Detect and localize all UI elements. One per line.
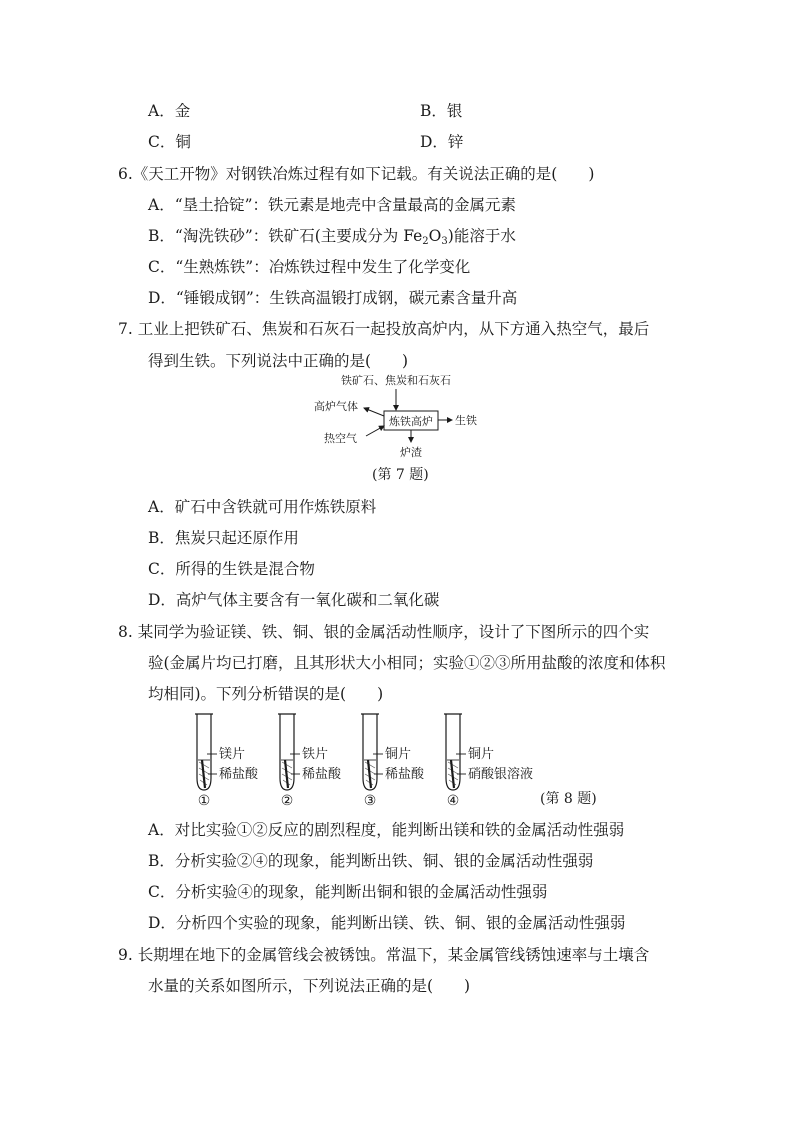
q8-tube-4: [444, 714, 533, 809]
q8-tube-2-metal: 铁片: [302, 747, 329, 762]
q8-tube-1-number: ①: [197, 793, 211, 809]
q8-tube-3-number: ③: [363, 793, 377, 809]
q7-option-b: B．焦炭只起还原作用: [148, 529, 299, 547]
q7-stem-line1: 7. 工业上把铁矿石、焦炭和石灰石一起投放高炉内，从下方通入热空气，最后: [118, 320, 650, 338]
q8-option-c: C．分析实验④的现象，能判断出铜和银的金属活动性强弱: [148, 883, 548, 901]
q7-flow-diagram: [300, 372, 500, 460]
q7-stem-line2: 得到生铁。下列说法中正确的是( ): [148, 352, 409, 370]
q6-stem: 6.《天工开物》对钢铁冶炼过程有如下记载。有关说法正确的是( ): [118, 165, 595, 183]
q7-caption: (第 7 题): [372, 467, 429, 483]
q8-stem-line1: 8. 某同学为验证镁、铁、铜、银的金属活动性顺序，设计了下图所示的四个实: [118, 623, 650, 641]
q8-tube-4-metal: 铜片: [468, 747, 495, 762]
q5-option-b: B．银: [420, 102, 463, 120]
q8-stem-line3: 均相同)。下列分析错误的是( ): [148, 685, 384, 703]
q5-option-c: C．铜: [148, 133, 191, 151]
q9-stem-line1: 9. 长期埋在地下的金属管线会被锈蚀。常温下，某金属管线锈蚀速率与土壤含: [118, 946, 650, 964]
q7-iron-out-label: 生铁: [455, 414, 477, 427]
q9-stem-line2: 水量的关系如图所示，下列说法正确的是( ): [148, 977, 471, 995]
q8-tube-1: [195, 714, 259, 809]
q8-tube-4-number: ④: [446, 793, 460, 809]
q8-tube-2: [278, 714, 342, 809]
q8-tube-3-solution: 稀盐酸: [385, 767, 425, 782]
q7-furnace-label: 炼铁高炉: [389, 415, 433, 428]
q8-option-d: D．分析四个实验的现象，能判断出镁、铁、铜、银的金属活动性强弱: [148, 914, 626, 932]
q7-arrow-gas: [364, 408, 384, 416]
q8-option-b: B．分析实验②④的现象，能判断出铁、铜、银的金属活动性强弱: [148, 852, 594, 870]
q7-arrow-air: [366, 426, 384, 436]
q6-option-d: D．“锤锻成钢”：生铁高温锻打成钢，碳元素含量升高: [148, 289, 518, 307]
q8-tube-1-solution: 稀盐酸: [219, 767, 259, 782]
q6-option-a: A．“垦土拾锭”：铁元素是地壳中含量最高的金属元素: [148, 196, 517, 214]
q7-option-c: C．所得的生铁是混合物: [148, 560, 315, 578]
q8-test-tubes-figure: [185, 710, 635, 810]
q7-option-a: A．矿石中含铁就可用作炼铁原料: [148, 498, 377, 516]
q7-slag-out-label: 炉渣: [400, 446, 422, 459]
q7-air-in-label: 热空气: [324, 432, 357, 445]
q8-tube-4-solution: 硝酸银溶液: [468, 767, 534, 782]
q8-tube-2-number: ②: [280, 793, 294, 809]
q8-tube-1-metal: 镁片: [219, 747, 246, 762]
q7-gas-out-label: 高炉气体: [314, 400, 358, 413]
q7-option-d: D．高炉气体主要含有一氧化碳和二氧化碳: [148, 591, 440, 609]
q5-option-d: D．锌: [420, 133, 464, 151]
q8-tube-2-solution: 稀盐酸: [302, 767, 342, 782]
q6-option-c: C．“生熟炼铁”：冶炼铁过程中发生了化学变化: [148, 258, 471, 276]
q8-stem-line2: 验(金属片均已打磨，且其形状大小相同；实验①②③所用盐酸的浓度和体积: [148, 654, 666, 672]
q8-option-a: A．对比实验①②反应的剧烈程度，能判断出镁和铁的金属活动性强弱: [148, 821, 625, 839]
q8-caption: (第 8 题): [540, 791, 597, 807]
q8-tube-3-metal: 铜片: [385, 747, 412, 762]
q5-option-a: A．金: [148, 102, 191, 120]
q7-top-input-label: 铁矿石、焦炭和石灰石: [341, 374, 451, 387]
q6-option-b: B．“淘洗铁砂”：铁矿石(主要成分为 $Fe_2O_3$)能溶于水: [148, 227, 516, 247]
q8-tube-3: [361, 714, 425, 809]
